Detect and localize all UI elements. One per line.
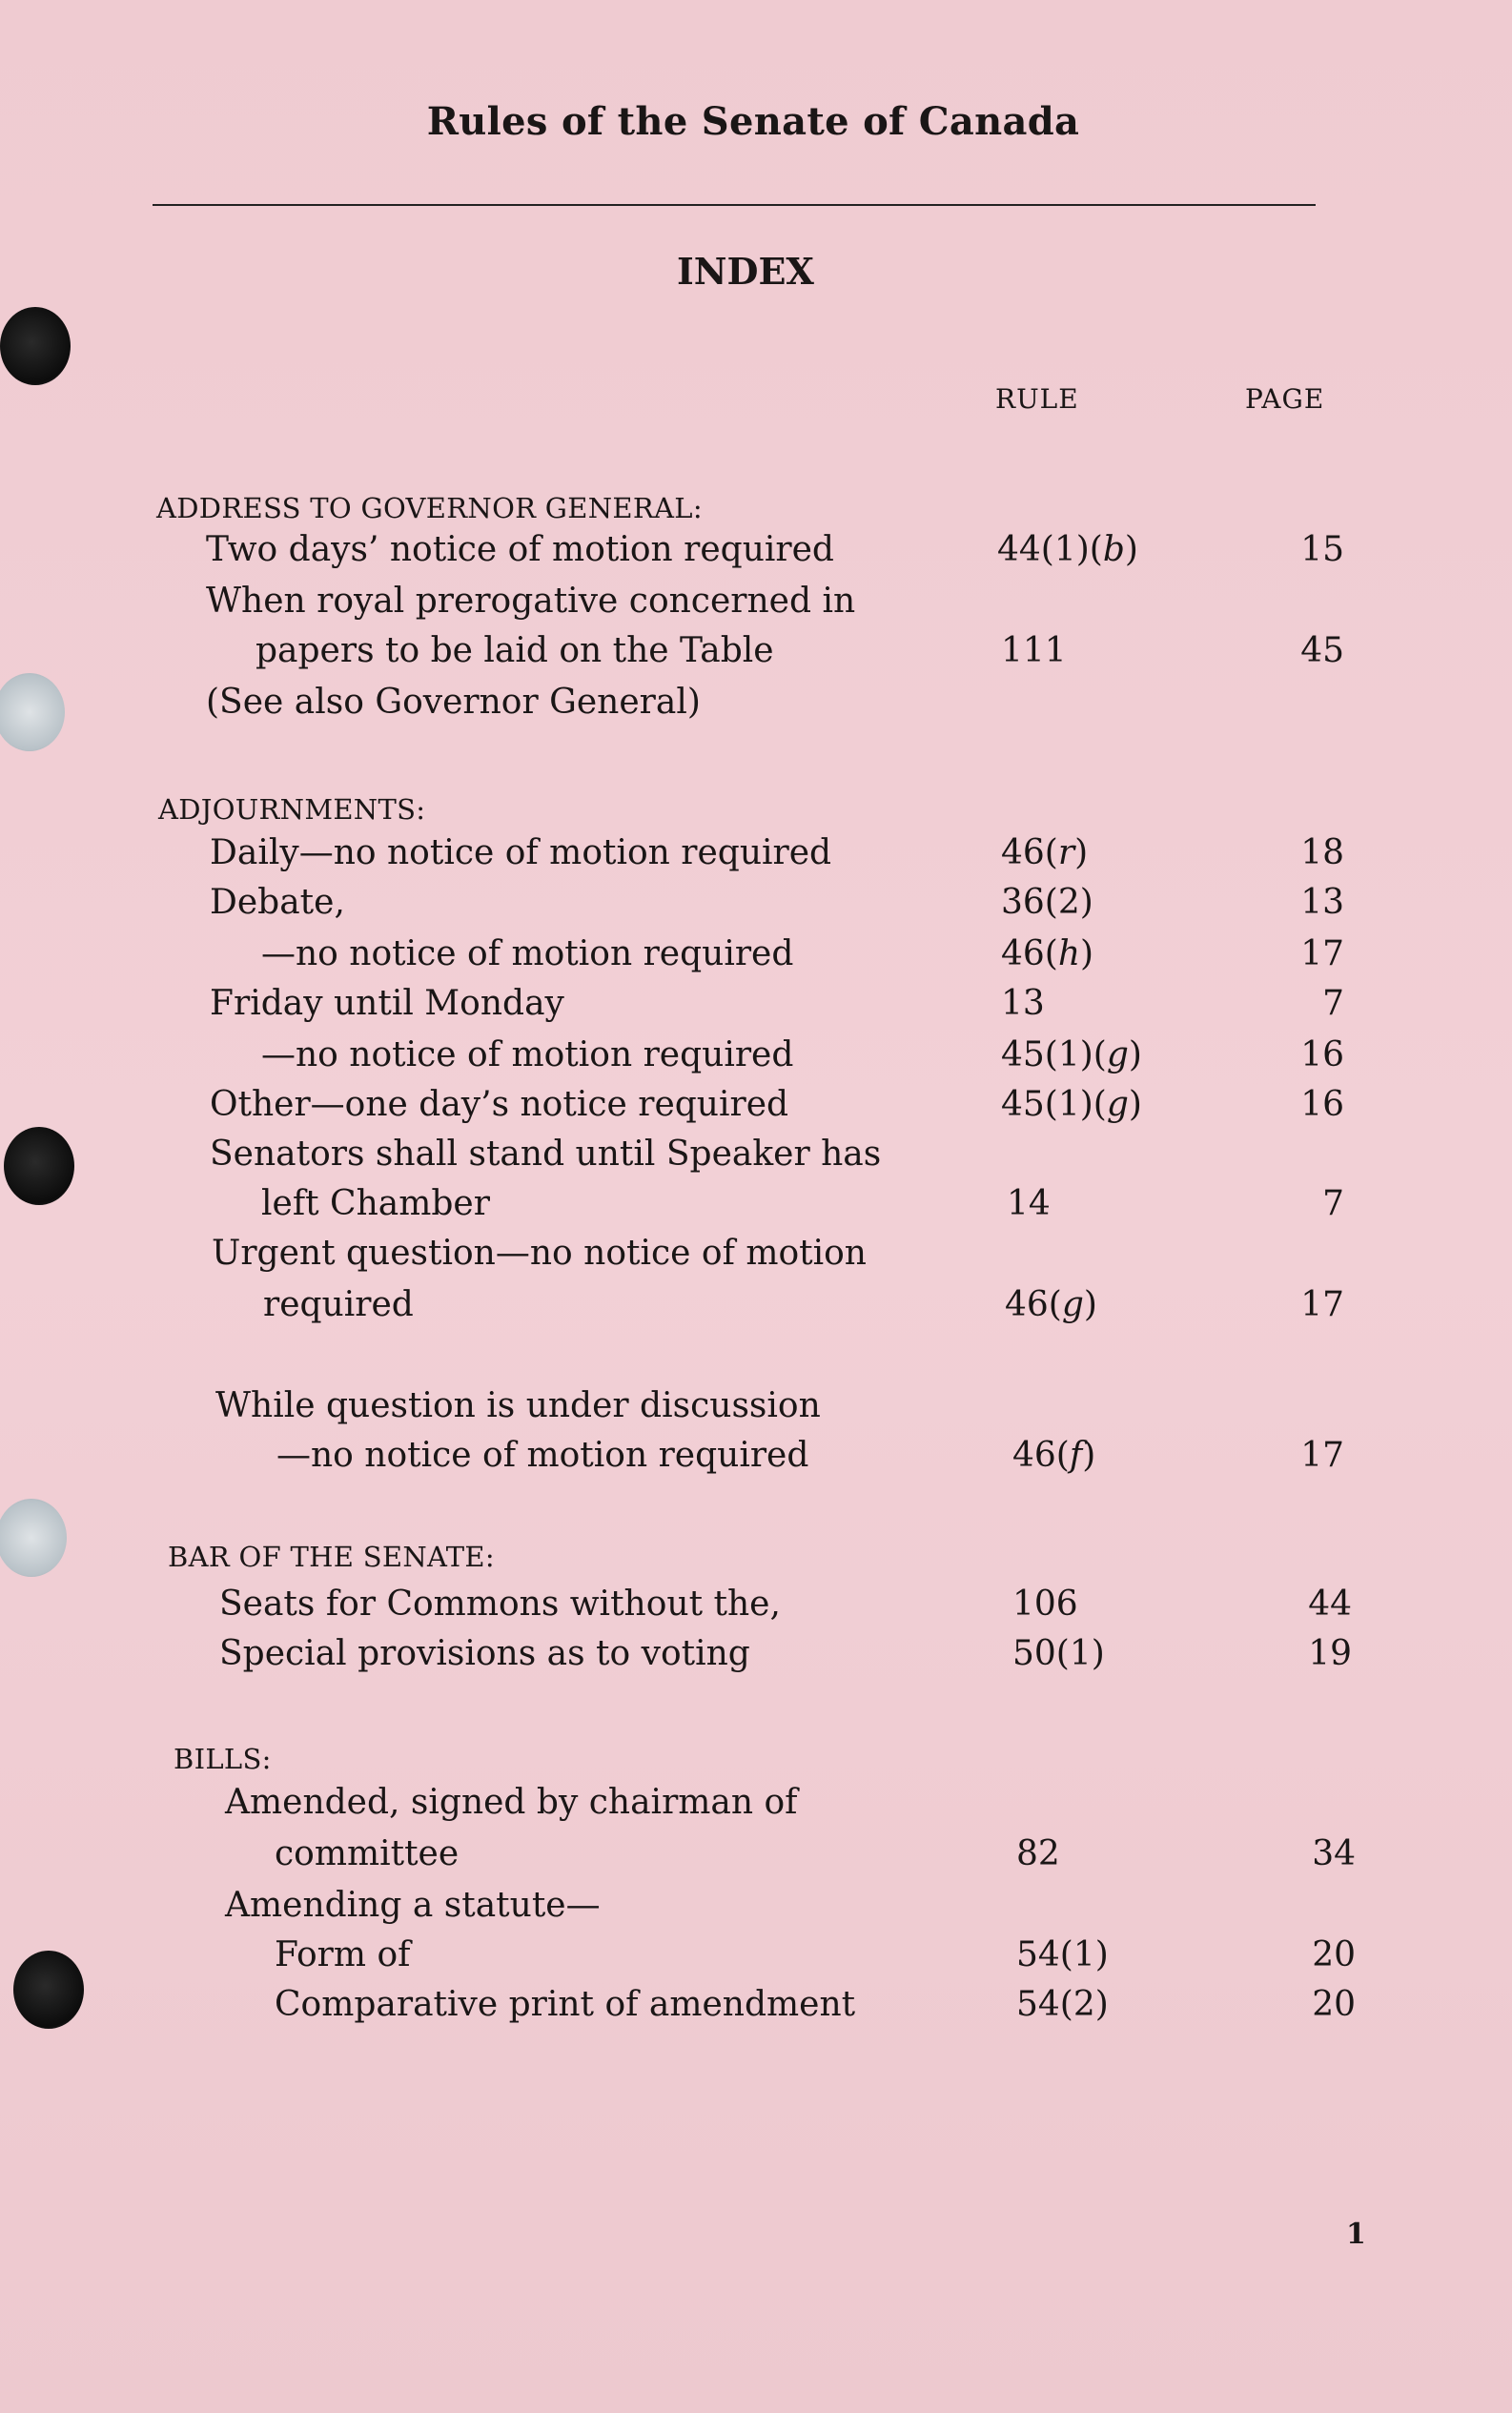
rule-ref: 82 <box>1016 1834 1060 1873</box>
index-entry: —no notice of motion required <box>276 1436 809 1475</box>
index-entry: Seats for Commons without the, <box>219 1585 781 1624</box>
page-ref: 20 <box>1312 1935 1356 1974</box>
page-ref: 45 <box>1300 631 1344 670</box>
page-ref: 44 <box>1308 1585 1352 1624</box>
rule-ref: 54(2) <box>1016 1985 1109 2024</box>
page-ref: 7 <box>1322 1184 1344 1223</box>
index-entry: Senators shall stand until Speaker has <box>210 1135 882 1174</box>
index-entry: left Chamber <box>261 1184 490 1223</box>
index-entry: Daily—no notice of motion required <box>210 833 832 872</box>
index-entry: When royal prerogative concerned in <box>206 582 856 621</box>
rule-ref: 46(r) <box>1001 833 1089 872</box>
page-number: 1 <box>1346 2218 1366 2251</box>
page-ref: 16 <box>1300 1085 1344 1124</box>
index-entry: papers to be laid on the Table <box>255 631 774 670</box>
page-ref: 7 <box>1322 984 1344 1023</box>
rule-column-header: RULE <box>995 383 1079 415</box>
rule-ref: 50(1) <box>1012 1634 1105 1673</box>
index-entry: Comparative print of amendment <box>275 1985 856 2024</box>
page-ref: 20 <box>1312 1985 1356 2024</box>
rule-ref: 45(1)(g) <box>1001 1085 1142 1124</box>
section-heading: BILLS: <box>174 1743 272 1775</box>
index-entry: —no notice of motion required <box>261 1035 794 1074</box>
index-entry: required <box>263 1285 414 1324</box>
section-heading: ADJOURNMENTS: <box>158 793 426 826</box>
index-heading: INDEX <box>677 250 814 293</box>
index-entry: Form of <box>275 1935 411 1974</box>
page-ref: 13 <box>1300 883 1344 922</box>
index-entry: Amended, signed by chairman of <box>225 1783 798 1822</box>
rule-ref: 46(f) <box>1012 1436 1096 1475</box>
rule-ref: 14 <box>1007 1184 1051 1223</box>
page-ref: 15 <box>1300 530 1344 569</box>
rule-ref: 36(2) <box>1001 883 1093 922</box>
rule-ref: 13 <box>1001 984 1045 1023</box>
page-ref: 17 <box>1300 1285 1344 1324</box>
rule-ref: 111 <box>1001 631 1067 670</box>
index-entry: Friday until Monday <box>210 984 564 1023</box>
page-ref: 18 <box>1300 833 1344 872</box>
page-column-header: PAGE <box>1245 383 1325 415</box>
index-entry: Amending a statute— <box>225 1886 601 1925</box>
running-title: Rules of the Senate of Canada <box>426 99 1080 144</box>
rule-ref: 46(g) <box>1005 1285 1097 1324</box>
index-entry: Other—one day’s notice required <box>210 1085 789 1124</box>
index-entry: Urgent question—no notice of motion <box>212 1234 867 1273</box>
index-entry: Debate, <box>210 883 345 922</box>
header-rule <box>153 204 1316 206</box>
page-ref: 34 <box>1312 1834 1356 1873</box>
page-ref: 17 <box>1300 934 1344 973</box>
section-heading: BAR OF THE SENATE: <box>168 1541 495 1573</box>
index-entry: —no notice of motion required <box>261 934 794 973</box>
index-entry: While question is under discussion <box>215 1386 821 1425</box>
rule-ref: 106 <box>1012 1585 1078 1624</box>
page-ref: 17 <box>1300 1436 1344 1475</box>
section-heading: ADDRESS TO GOVERNOR GENERAL: <box>156 492 703 524</box>
rule-ref: 46(h) <box>1001 934 1094 973</box>
page-ref: 19 <box>1308 1634 1352 1673</box>
index-entry: committee <box>275 1834 460 1873</box>
page-ref: 16 <box>1300 1035 1344 1074</box>
rule-ref: 54(1) <box>1016 1935 1109 1974</box>
index-entry: Special provisions as to voting <box>219 1634 750 1673</box>
rule-ref: 45(1)(g) <box>1001 1035 1142 1074</box>
rule-ref: 44(1)(b) <box>997 530 1138 569</box>
cross-reference: (See also Governor General) <box>206 683 701 722</box>
index-entry: Two days’ notice of motion required <box>206 530 834 569</box>
